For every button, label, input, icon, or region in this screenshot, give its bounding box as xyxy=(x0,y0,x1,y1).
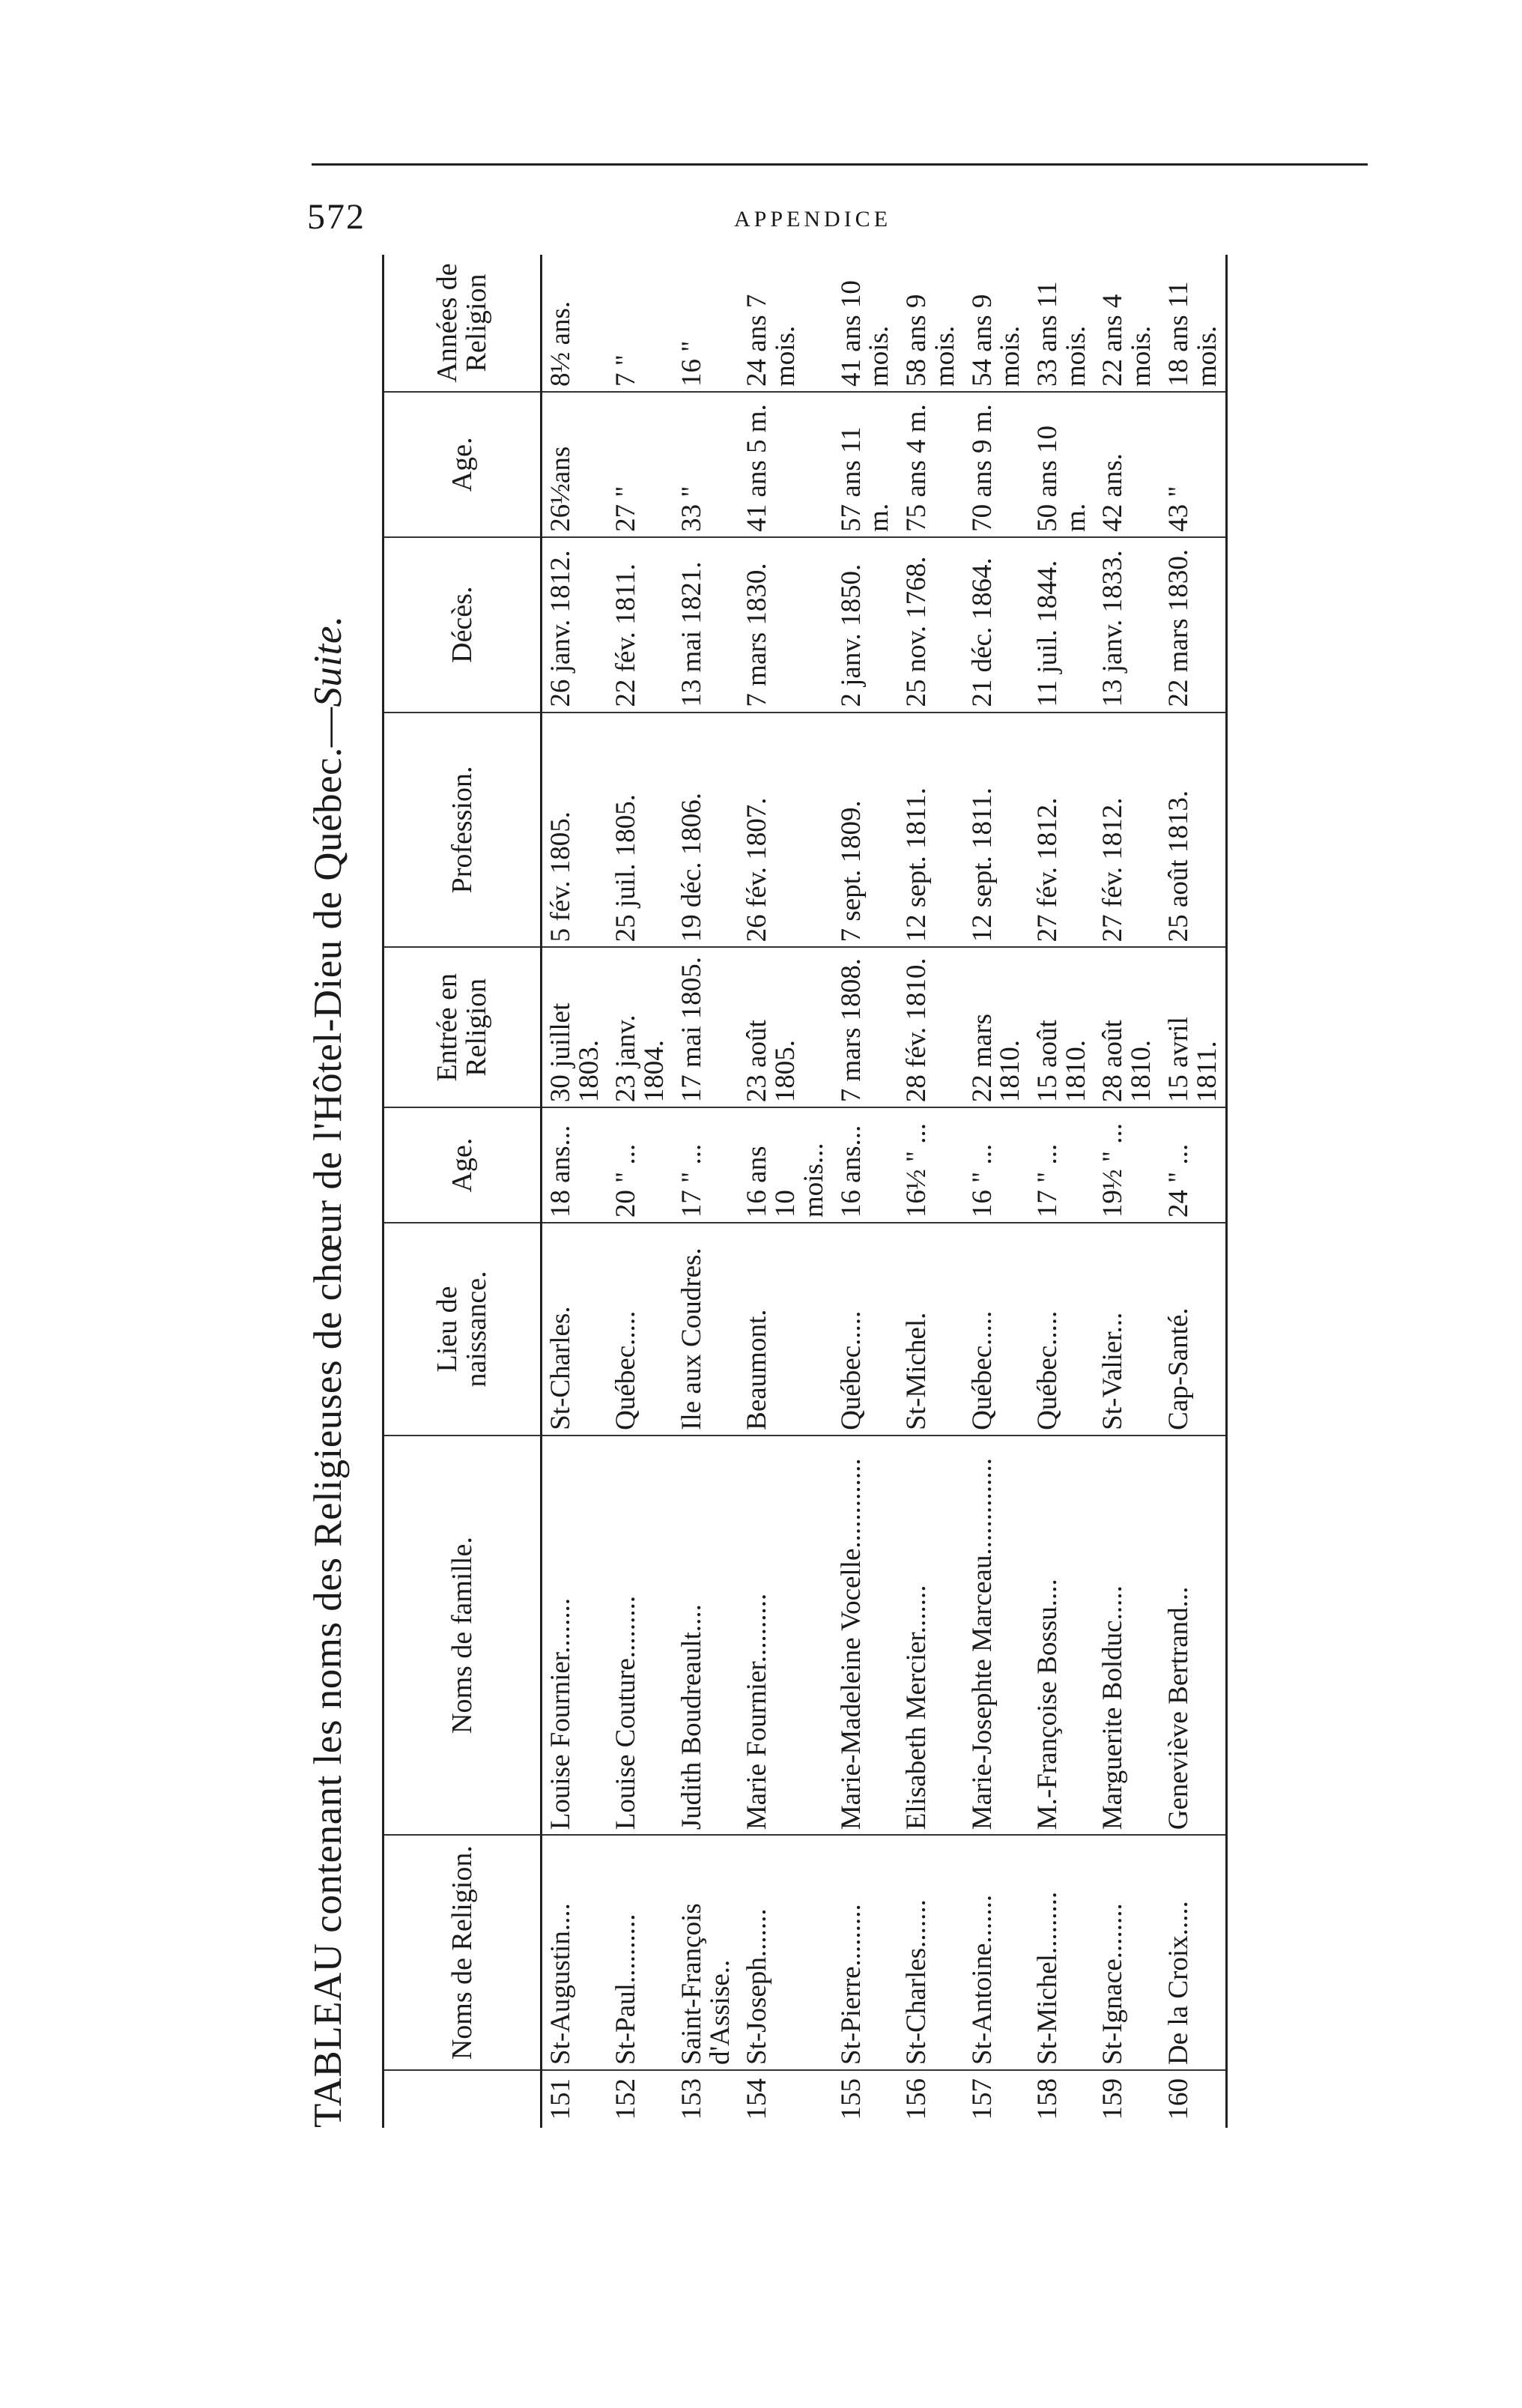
death-date-cell: 2 janv. 1850. xyxy=(833,537,898,713)
age-entry-cell: 16 " ... xyxy=(964,1107,1029,1223)
birthplace-cell: Ile aux Coudres. xyxy=(673,1223,739,1436)
age-entry-cell: 16 ans 10 mois... xyxy=(739,1107,832,1223)
religion-name-cell: De la Croix..... xyxy=(1160,1835,1227,2070)
birthplace-cell: St-Michel. xyxy=(898,1223,963,1436)
birthplace-cell: Québec..... xyxy=(607,1223,673,1436)
age-death-cell: 26½ans xyxy=(542,392,608,537)
family-name-cell: Marie-Josephte Marceau.............. xyxy=(964,1436,1029,1835)
family-name-cell: Marie-Madeleine Vocelle............. xyxy=(833,1436,898,1835)
death-date-cell: 22 fév. 1811. xyxy=(607,537,673,713)
birthplace-cell: Québec..... xyxy=(833,1223,898,1436)
entry-date-cell: 15 août 1810. xyxy=(1029,947,1094,1107)
entry-date-cell: 22 mars 1810. xyxy=(964,947,1029,1107)
profession-date-cell: 19 déc. 1806. xyxy=(673,713,739,948)
death-date-cell: 22 mars 1830. xyxy=(1160,537,1227,713)
col-religion-name-header: Noms de Religion. xyxy=(383,1835,542,2070)
entry-date-cell: 23 août 1805. xyxy=(739,947,832,1107)
row-number: 154 xyxy=(739,2070,832,2128)
years-religion-cell: 24 ans 7 mois. xyxy=(742,294,801,387)
profession-date-cell: 27 fév. 1812. xyxy=(1094,713,1159,948)
death-date-cell: 25 nov. 1768. xyxy=(898,537,963,713)
death-date-cell: 11 juil. 1844. xyxy=(1029,537,1094,713)
age-death-cell: 50 ans 10 m. xyxy=(1029,392,1094,537)
entry-date-cell: 30 juillet 1803. xyxy=(542,947,608,1107)
family-name-cell: Elisabeth Mercier....... xyxy=(898,1436,963,1835)
birthplace-cell: Québec..... xyxy=(1029,1223,1094,1436)
family-name-cell: Marguerite Bolduc..... xyxy=(1094,1436,1159,1835)
religion-name-cell: St-Joseph....... xyxy=(739,1835,832,2070)
profession-date-cell: 12 sept. 1811. xyxy=(964,713,1029,948)
profession-date-cell: 25 août 1813. xyxy=(1160,713,1227,948)
family-name-cell: Marie Fournier.......... xyxy=(739,1436,832,1835)
age-death-cell: 70 ans 9 m. xyxy=(964,392,1029,537)
entry-date-cell: 28 fév. 1810. xyxy=(898,947,963,1107)
age-death-cell: 41 ans 5 m. xyxy=(739,392,832,537)
table-row xyxy=(1094,255,1159,2128)
age-death-cell: 57 ans 11 m. xyxy=(833,392,898,537)
years-religion-cell: 8½ ans. xyxy=(545,300,576,387)
religion-name-cell: St-Pierre......... xyxy=(833,1835,898,2070)
years-religion-cell: 22 ans 4 mois. xyxy=(1097,294,1157,387)
row-number: 153 xyxy=(673,2070,739,2128)
table-landscape xyxy=(292,255,1371,2173)
table-header-row xyxy=(383,255,542,2128)
religion-name-cell: Saint-François d'Assise.. xyxy=(673,1835,739,2070)
death-date-cell: 7 mars 1830. xyxy=(739,537,832,713)
birthplace-cell: Cap-Santé. xyxy=(1160,1223,1227,1436)
table-title xyxy=(306,277,351,2128)
religieuses-table xyxy=(382,255,1228,2128)
age-entry-cell: 16 ans... xyxy=(833,1107,898,1223)
age-death-cell: 33 " xyxy=(673,392,739,537)
table-row xyxy=(898,255,963,2128)
page-number: 572 xyxy=(307,197,366,237)
religion-name-cell: St-Michel......... xyxy=(1029,1835,1094,2070)
rotated-table-area xyxy=(292,255,1371,2173)
row-number: 155 xyxy=(833,2070,898,2128)
age-entry-cell: 18 ans... xyxy=(542,1107,608,1223)
row-number: 160 xyxy=(1160,2070,1227,2128)
entry-date-cell: 17 mai 1805. xyxy=(673,947,739,1107)
age-entry-cell: 16½ " ... xyxy=(898,1107,963,1223)
top-rule xyxy=(312,163,1368,166)
col-family-name-header: Noms de famille. xyxy=(383,1436,542,1835)
death-date-cell: 13 janv. 1833. xyxy=(1094,537,1159,713)
religion-name-cell: St-Paul.......... xyxy=(607,1835,673,2070)
row-number: 152 xyxy=(607,2070,673,2128)
running-head: APPENDICE xyxy=(734,207,892,232)
col-entry-header: Entrée en Religion xyxy=(383,947,542,1107)
birthplace-cell: St-Charles. xyxy=(542,1223,608,1436)
table-title-text: TABLEAU contenant les noms des Religieuses de chœur de l'Hôtel-Dieu de Québec.— xyxy=(306,707,350,2128)
family-name-cell: Judith Boudreault.... xyxy=(673,1436,739,1835)
table-row xyxy=(739,255,832,2128)
table-row xyxy=(1029,255,1094,2128)
family-name-cell: Louise Fournier........ xyxy=(542,1436,608,1835)
years-religion-cell: 41 ans 10 mois. xyxy=(835,280,895,387)
profession-date-cell: 12 sept. 1811. xyxy=(898,713,963,948)
family-name-cell: M.-Françoise Bossu.... xyxy=(1029,1436,1094,1835)
years-religion-cell: 58 ans 9 mois. xyxy=(901,294,960,387)
age-entry-cell: 17 " ... xyxy=(1029,1107,1094,1223)
col-profession-header: Profession. xyxy=(383,713,542,948)
entry-date-cell: 7 mars 1808. xyxy=(833,947,898,1107)
years-religion-cell: 54 ans 9 mois. xyxy=(966,294,1026,387)
years-religion-cell: 16 " xyxy=(676,340,707,387)
birthplace-cell: Québec..... xyxy=(964,1223,1029,1436)
death-date-cell: 21 déc. 1864. xyxy=(964,537,1029,713)
table-row xyxy=(607,255,673,2128)
col-years-header: Années de Religion xyxy=(383,255,542,392)
age-entry-cell: 20 " ... xyxy=(607,1107,673,1223)
years-religion-cell: 33 ans 11 mois. xyxy=(1032,281,1091,387)
row-number: 157 xyxy=(964,2070,1029,2128)
entry-date-cell: 23 janv. 1804. xyxy=(607,947,673,1107)
profession-date-cell: 26 fév. 1807. xyxy=(739,713,832,948)
age-entry-cell: 19½ " ... xyxy=(1094,1107,1159,1223)
col-death-header: Décès. xyxy=(383,537,542,713)
table-row xyxy=(673,255,739,2128)
age-entry-cell: 24 " ... xyxy=(1160,1107,1227,1223)
col-age-death-header: Age. xyxy=(383,392,542,537)
profession-date-cell: 5 fév. 1805. xyxy=(542,713,608,948)
years-religion-cell: 18 ans 11 mois. xyxy=(1160,255,1227,392)
table-row xyxy=(833,255,898,2128)
profession-date-cell: 25 juil. 1805. xyxy=(607,713,673,948)
entry-date-cell: 28 août 1810. xyxy=(1094,947,1159,1107)
table-row xyxy=(964,255,1029,2128)
years-religion-cell: 7 " xyxy=(610,354,642,387)
family-name-cell: Geneviève Bertrand... xyxy=(1160,1436,1227,1835)
age-entry-cell: 17 " ... xyxy=(673,1107,739,1223)
birthplace-cell: Beaumont. xyxy=(739,1223,832,1436)
profession-date-cell: 7 sept. 1809. xyxy=(833,713,898,948)
row-number: 151 xyxy=(542,2070,608,2128)
row-number: 158 xyxy=(1029,2070,1094,2128)
religion-name-cell: St-Charles....... xyxy=(898,1835,963,2070)
row-number: 159 xyxy=(1094,2070,1159,2128)
religion-name-cell: St-Antoine....... xyxy=(964,1835,1029,2070)
religion-name-cell: St-Augustin.... xyxy=(542,1835,608,2070)
death-date-cell: 26 janv. 1812. xyxy=(542,537,608,713)
table-row xyxy=(1160,255,1227,2128)
religion-name-cell: St-Ignace........ xyxy=(1094,1835,1159,2070)
row-number: 156 xyxy=(898,2070,963,2128)
family-name-cell: Louise Couture......... xyxy=(607,1436,673,1835)
age-death-cell: 27 " xyxy=(607,392,673,537)
col-age-entry-header: Age. xyxy=(383,1107,542,1223)
entry-date-cell: 15 avril 1811. xyxy=(1160,947,1227,1107)
col-birthplace-header: Lieu de naissance. xyxy=(383,1223,542,1436)
profession-date-cell: 27 fév. 1812. xyxy=(1029,713,1094,948)
age-death-cell: 42 ans. xyxy=(1094,392,1159,537)
table-title-suite: Suite. xyxy=(306,615,350,707)
age-death-cell: 75 ans 4 m. xyxy=(898,392,963,537)
table-row xyxy=(542,255,608,2128)
age-death-cell: 43 " xyxy=(1160,392,1227,537)
col-number-header xyxy=(383,2070,542,2128)
death-date-cell: 13 mai 1821. xyxy=(673,537,739,713)
birthplace-cell: St-Valier... xyxy=(1094,1223,1159,1436)
